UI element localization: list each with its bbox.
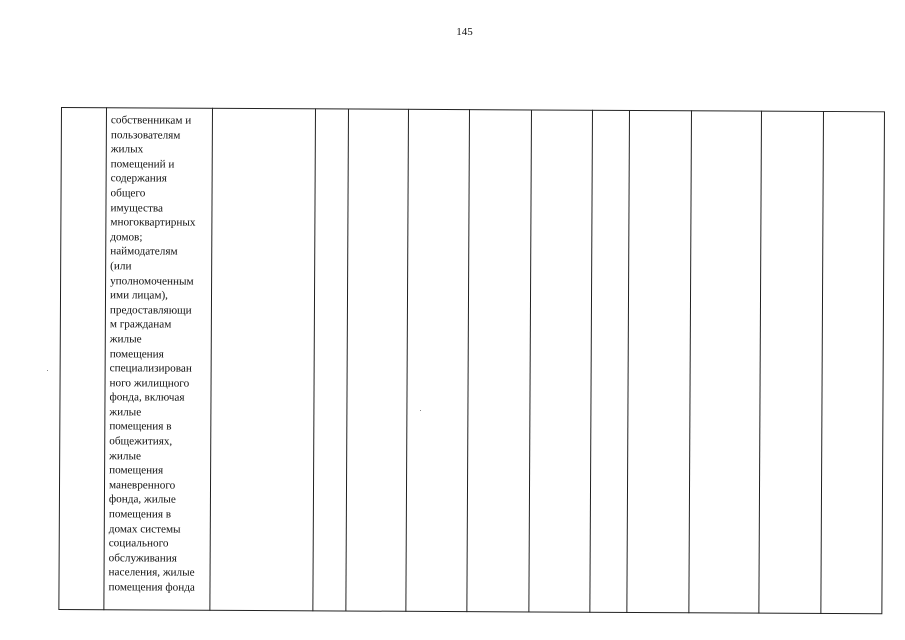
page-number: 145 — [456, 26, 473, 38]
cell-text-line: специализирован — [109, 362, 192, 375]
cell-text-line: помещения — [109, 347, 164, 361]
cell-text-line: ими лицам), — [109, 289, 169, 302]
cell-text-line: жилых — [110, 143, 144, 156]
cell-text-line: имущества — [110, 201, 163, 215]
cell-text-line: фонда, включая — [109, 391, 185, 404]
cell-text-line: маневренного — [108, 479, 176, 492]
cell-text-line: многоквартирных — [110, 216, 196, 229]
cell-text-line: (или — [110, 260, 132, 273]
cell-text-line: содержания — [110, 172, 167, 185]
cell-text-line: уполномоченным — [110, 274, 194, 288]
cell-text-line: общего — [110, 187, 146, 200]
cell-text-line: предоставляющи — [109, 303, 192, 317]
scan-speck — [420, 410, 421, 411]
cell-text-line: помещений и — [110, 158, 175, 171]
cell-text-line: помещения фонда — [108, 581, 195, 594]
cell-text-line: населения, жилые — [108, 566, 195, 580]
cell-text-line: помещения в — [108, 508, 172, 521]
cell-text-line: фонда, жилые — [108, 493, 176, 507]
document-table — [58, 107, 885, 614]
cell-text-line: общежитиях, — [109, 435, 173, 448]
cell-text-line: жилые — [109, 406, 142, 419]
cell-text-line: домах системы — [108, 522, 181, 536]
cell-text-line: домов; — [110, 231, 143, 244]
cell-text-line: жилые — [109, 333, 142, 346]
cell-text-line: м гражданам — [109, 318, 172, 331]
cell-text-line: помещения — [109, 464, 164, 477]
cell-text-line: собственникам и — [110, 114, 192, 127]
cell-text-line: ного жилищного — [109, 376, 190, 390]
table-cell-description — [108, 113, 215, 595]
cell-text-line: социального — [108, 537, 169, 550]
cell-text-line: пользователям — [110, 128, 181, 142]
cell-text-line: наймодателям — [110, 245, 178, 258]
scan-speck — [47, 370, 48, 371]
cell-text-line: жилые — [109, 449, 142, 463]
cell-text-line: обслуживания — [108, 552, 177, 565]
cell-text-line: помещения в — [109, 420, 172, 434]
